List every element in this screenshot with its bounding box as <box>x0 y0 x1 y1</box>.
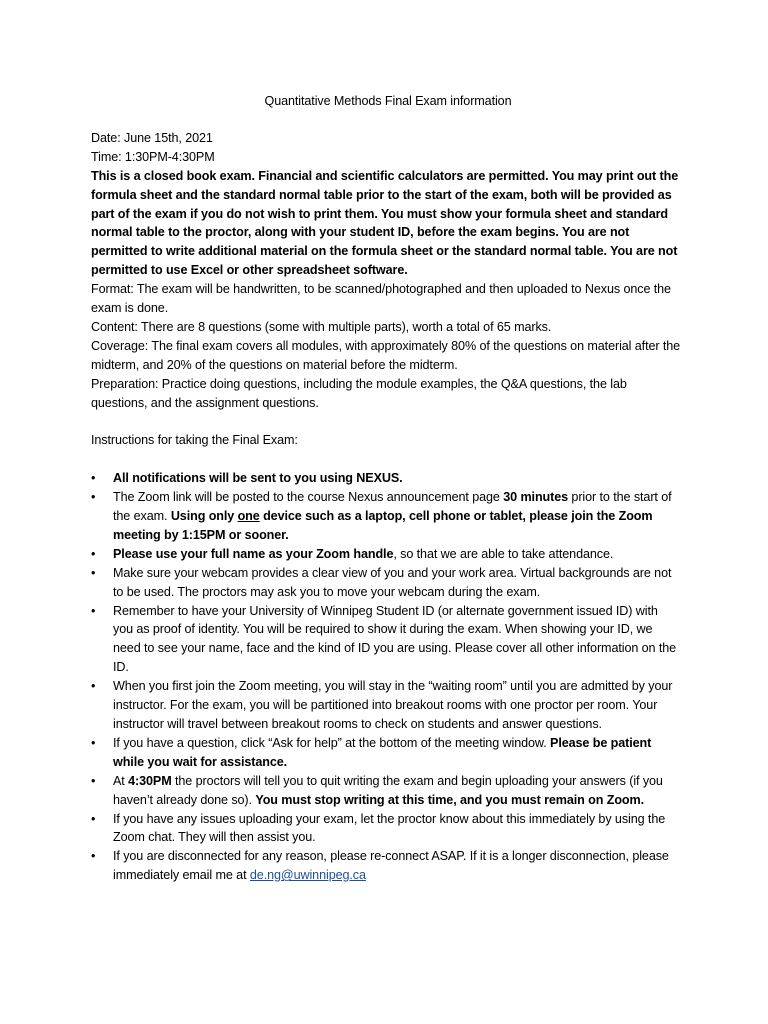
content-paragraph: Content: There are 8 questions (some with multiple parts), worth a total of 65 marks. <box>91 319 552 334</box>
item-text-bold: device such as a laptop, cell phone or tablet, please join the Zoom meeting by 1:15PM or sooner. <box>113 509 653 542</box>
item-text: If you have a question, click “Ask for help” at the bottom of the meeting window. <box>113 735 551 750</box>
item-text: The Zoom link will be posted to the course Nexus announcement page <box>113 490 504 505</box>
email-link[interactable]: de.ng@uwinnipeg.ca <box>249 868 366 883</box>
bullet-icon: • <box>91 471 96 486</box>
list-item <box>91 734 681 772</box>
list-item <box>91 545 681 564</box>
item-text-bold: Using only <box>170 509 238 523</box>
list-item <box>91 810 681 848</box>
document-body <box>91 92 681 885</box>
list-item <box>91 677 681 734</box>
item-text: the proctors will tell you to quit writing the exam and begin uploading your answers (if you haven’t already done so). <box>113 773 663 807</box>
bullet-icon: • <box>91 811 96 826</box>
item-text: Remember to have your University of Winnipeg Student ID (or alternate government issued ID) with you as proof of identity. You will be required to show it during the exam. When showing your ID, we need to see your name, face and the kind of ID you are using. Please cover all other information on the ID. <box>113 603 677 675</box>
item-text-bold: Please be patient while you wait for assistance. <box>113 735 652 769</box>
list-item <box>91 469 681 488</box>
item-text: , so that we are able to take attendance. <box>393 546 614 561</box>
bullet-icon: • <box>91 565 96 580</box>
closed-book-paragraph: This is a closed book exam. Financial and scientific calculators are permitted. You may print out the formula sheet and the standard normal table prior to the start of the exam, both will be provided as part of the exam if you do not wish to print them. You must show your formula sheet and standard normal table to the proctor, along with your student ID, before the exam begins. You are not permitted to write additional material on the formula sheet or the standard normal table. You are not permitted to use Excel or other spreadsheet software. <box>91 168 679 278</box>
item-text-underline: one <box>237 509 260 523</box>
document-title: Quantitative Methods Final Exam information <box>264 94 512 108</box>
bullet-icon: • <box>91 773 96 788</box>
coverage-paragraph: Coverage: The final exam covers all modules, with approximately 80% of the questions on material after the midterm, and 20% of the questions on material before the midterm. <box>91 338 681 372</box>
instructions-list <box>91 469 681 885</box>
list-item <box>91 847 681 885</box>
item-text: When you first join the Zoom meeting, you will stay in the “waiting room” until you are admitted by your instructor. For the exam, you will be partitioned into breakout rooms with one proctor per room. Your instructor will travel between breakout rooms to check on students and answer questions. <box>113 679 673 731</box>
bullet-icon: • <box>91 849 96 864</box>
item-text-bold: 4:30PM <box>128 773 172 788</box>
exam-date: Date: June 15th, 2021 <box>91 130 213 145</box>
preparation-paragraph: Preparation: Practice doing questions, including the module examples, the Q&A questions, the lab questions, and the assignment questions. <box>91 376 627 410</box>
item-text-bold: Please use your full name as your Zoom handle <box>113 546 394 561</box>
spacer <box>91 413 681 432</box>
item-text-bold: You must stop writing at this time, and you must remain on Zoom. <box>255 792 645 807</box>
item-text: Make sure your webcam provides a clear view of you and your work area. Virtual backgrounds are not to be used. The proctors may ask you to move your webcam during the exam. <box>113 565 672 599</box>
exam-time: Time: 1:30PM-4:30PM <box>91 149 215 164</box>
item-text: All notifications will be sent to you using NEXUS. <box>113 471 403 486</box>
item-text: At <box>113 773 129 788</box>
format-paragraph: Format: The exam will be handwritten, to be scanned/photographed and then uploaded to Nexus once the exam is done. <box>91 282 671 316</box>
spacer <box>91 450 681 469</box>
list-item <box>91 602 681 678</box>
bullet-icon: • <box>91 546 96 561</box>
instructions-heading: Instructions for taking the Final Exam: <box>91 433 298 448</box>
item-text: If you are disconnected for any reason, please re-connect ASAP. If it is a longer disconnection, please immediately email me at <box>113 849 669 883</box>
list-item <box>91 564 681 602</box>
bullet-icon: • <box>91 490 96 505</box>
bullet-icon: • <box>91 735 96 750</box>
bullet-icon: • <box>91 603 96 618</box>
bullet-icon: • <box>91 679 96 694</box>
item-text: If you have any issues uploading your exam, let the proctor know about this immediately by using the Zoom chat. They will then assist you. <box>113 811 666 845</box>
list-item <box>91 772 681 810</box>
item-text: prior to the start of the exam. <box>113 490 672 523</box>
list-item <box>91 488 681 545</box>
item-text-bold: 30 minutes <box>503 490 569 505</box>
